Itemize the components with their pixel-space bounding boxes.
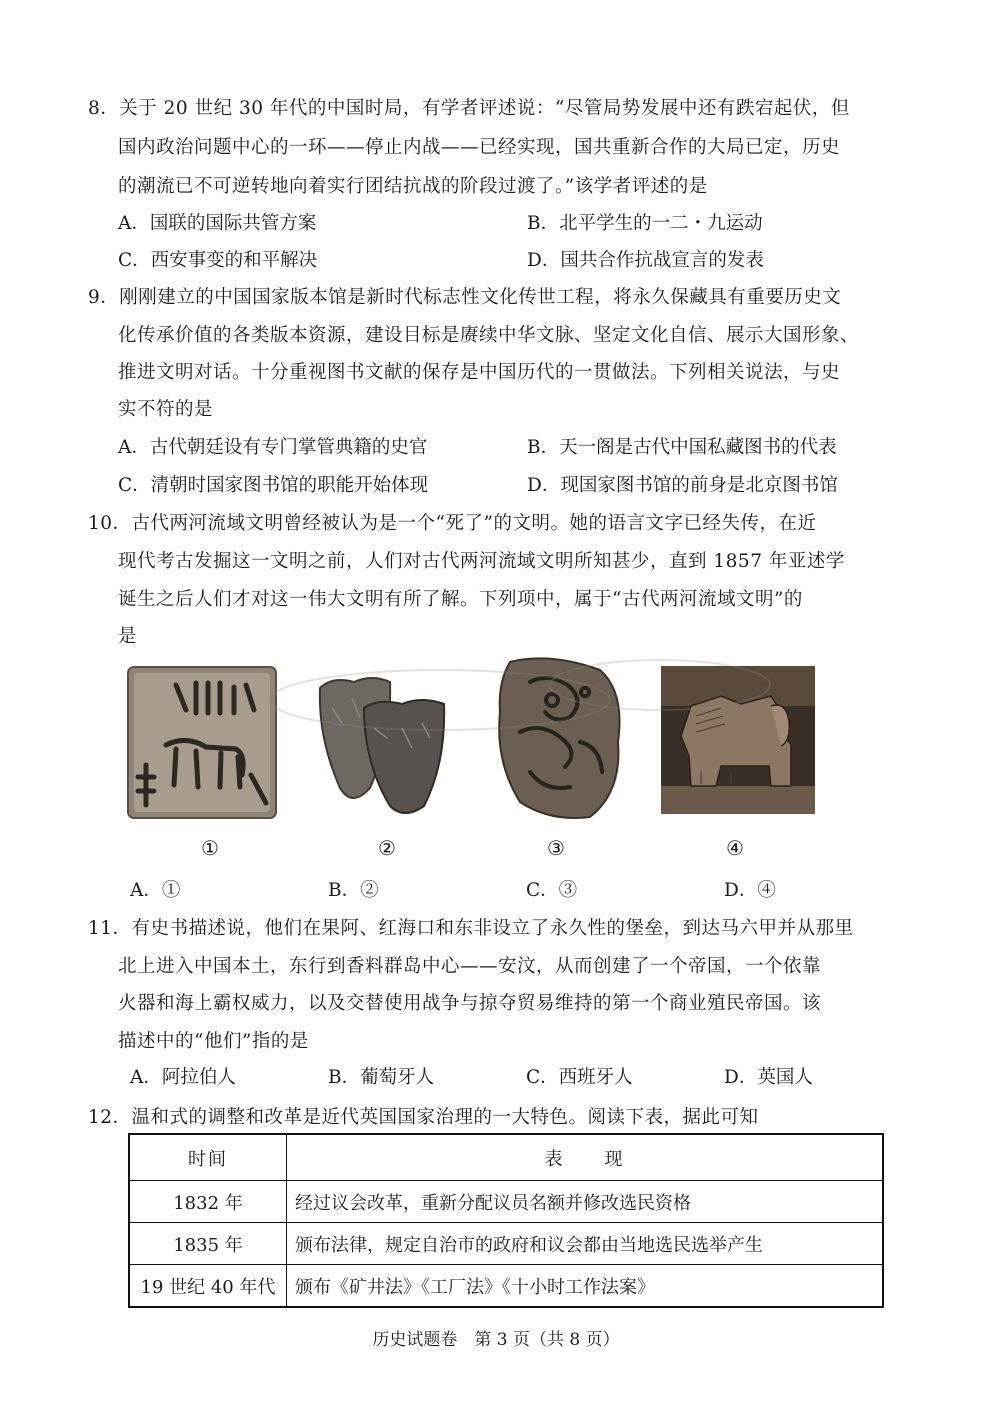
q8-option-d: D．国共合作抗战宣言的发表 [527, 250, 764, 271]
table-cell-performance: 颁布法律，规定自治市的政府和议会都由当地选民选举产生 [287, 1223, 884, 1265]
q10-option-c: C．③ [526, 880, 578, 901]
q11-option-a: A．阿拉伯人 [130, 1067, 236, 1088]
q8-option-a: A．国联的国际共管方案 [118, 213, 317, 234]
q10-option-b: B．② [328, 880, 379, 901]
q8-line-3: 的潮流已不可逆转地向着实行团结抗战的阶段过渡了。”该学者评述的是 [118, 176, 708, 197]
q9-line-3: 推进文明对话。十分重视图书文献的保存是中国历代的一贯做法。下列相关说法，与史 [118, 362, 841, 383]
q9-option-c: C．清朝时国家图书馆的职能开始体现 [118, 475, 429, 496]
q11-line-1: 11．有史书描述说，他们在果阿、红海口和东非设立了永久性的堡垒，到达马六甲并从那里 [88, 918, 854, 939]
q11-option-c: C．西班牙人 [526, 1067, 633, 1088]
q9-line-2: 化传承价值的各类版本资源，建设目标是赓续中华文脉、坚定文化自信、展示大国形象、 [118, 325, 860, 346]
q11-line-2: 北上进入中国本土，东行到香料群岛中心——安汶，从而创建了一个帝国，一个依靠 [118, 956, 822, 977]
q8-option-b: B．北平学生的一二・九运动 [527, 213, 763, 234]
table-cell-performance: 经过议会改革，重新分配议员名额并修改选民资格 [287, 1181, 884, 1223]
q8-line-2: 国内政治问题中心的一环——停止内战——已经实现，国共重新合作的大局已定，历史 [118, 137, 841, 158]
table-row [129, 1181, 883, 1223]
table-header-time: 时间 [129, 1134, 287, 1181]
q10-line-1: 10．古代两河流域文明曾经被认为是一个“死了”的文明。她的语言文字已经失传，在近 [88, 513, 817, 534]
q10-caption-1: ① [201, 836, 219, 860]
q12-line-1: 12．温和式的调整和改革是近代英国国家治理的一大特色。阅读下表，据此可知 [88, 1107, 759, 1128]
table-cell-performance: 颁布《矿井法》《工厂法》《十小时工作法案》 [287, 1265, 884, 1308]
q10-line-4: 是 [118, 626, 138, 647]
q9-option-a: A．古代朝廷设有专门掌管典籍的史官 [118, 437, 428, 458]
q9-line-4: 实不符的是 [118, 399, 214, 420]
table-header-row [129, 1134, 883, 1181]
q11-option-d: D．英国人 [724, 1067, 813, 1088]
watermark [260, 650, 780, 740]
q8-option-c: C．西安事变的和平解决 [118, 250, 318, 271]
q9-option-b: B．天一阁是古代中国私藏图书的代表 [527, 437, 837, 458]
page-footer: 历史试题卷 第 3 页（共 8 页） [372, 1330, 620, 1350]
q12-table [128, 1133, 884, 1308]
q10-option-d: D．④ [724, 880, 776, 901]
table-cell-time: 1832 年 [129, 1181, 287, 1223]
q10-caption-3: ③ [547, 836, 565, 860]
q10-caption-4: ④ [726, 836, 744, 860]
table-row [129, 1265, 883, 1308]
q8-line-1: 8．关于 20 世纪 30 年代的中国时局，有学者评述说：“尽管局势发展中还有跌宕起伏，但 [88, 98, 850, 119]
q9-option-d: D．现国家图书馆的前身是北京图书馆 [527, 475, 838, 496]
table-row [129, 1223, 883, 1265]
q9-line-1: 9．刚刚建立的中国国家版本馆是新时代标志性文化传世工程，将永久保藏具有重要历史文 [88, 287, 842, 308]
table-cell-time: 19 世纪 40 年代 [129, 1265, 287, 1308]
q10-line-3: 诞生之后人们才对这一伟大文明有所了解。下列项中，属于“古代两河流域文明”的 [118, 589, 803, 610]
q11-option-b: B．葡萄牙人 [328, 1067, 435, 1088]
table-cell-time: 1835 年 [129, 1223, 287, 1265]
table-header-performance: 表 现 [287, 1134, 884, 1181]
q11-line-4: 描述中的“他们”指的是 [118, 1031, 309, 1052]
q10-line-2: 现代考古发掘这一文明之前，人们对古代两河流域文明所知甚少，直到 1857 年亚述学 [118, 551, 845, 572]
q11-line-3: 火器和海上霸权威力，以及交替使用战争与掠夺贸易维持的第一个商业殖民帝国。该 [118, 993, 822, 1014]
q10-image-seal [126, 665, 278, 820]
q10-caption-2: ② [378, 836, 396, 860]
q10-option-a: A．① [130, 880, 181, 901]
